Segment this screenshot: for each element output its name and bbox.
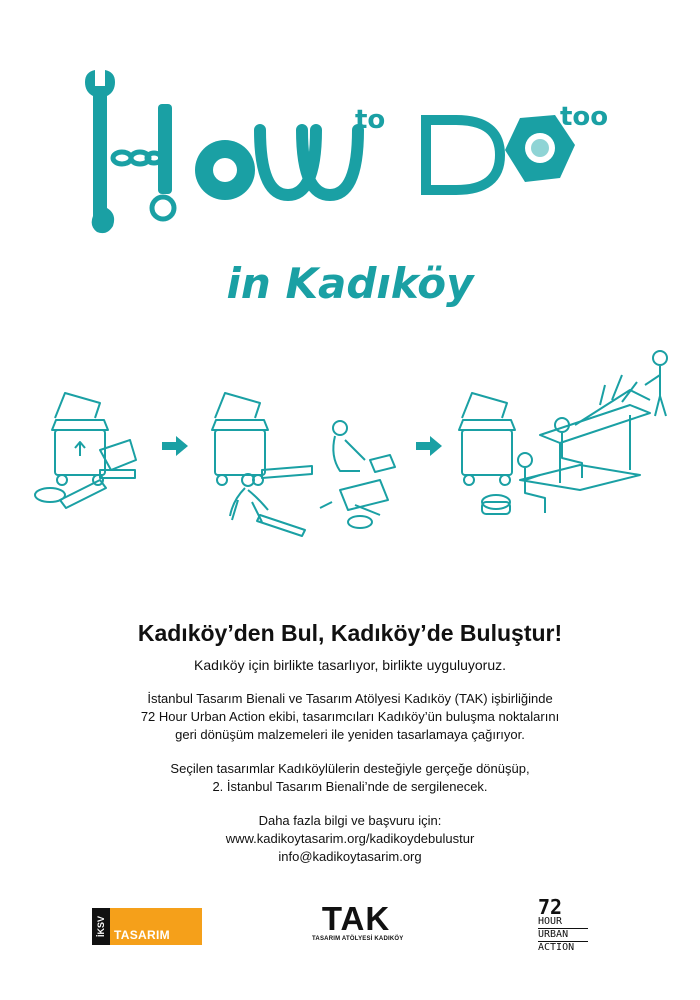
shackle-icon	[260, 130, 358, 195]
urban-word: HOUR	[538, 916, 563, 927]
tak-name: TAK	[321, 900, 391, 937]
paragraph-line: geri dönüşüm malzemeleri ile yeniden tasarlamaya çağırıyor.	[175, 727, 525, 742]
headline: Kadıköy’den Bul, Kadıköy’de Buluştur!	[137, 620, 563, 646]
arrow-right-icon	[416, 436, 442, 456]
paragraph-exhibit	[0, 760, 700, 796]
urban-word: URBAN	[538, 928, 588, 942]
tak-full-name: TASARIM ATÖLYESİ KADIKÖY	[312, 936, 404, 942]
logo-to: to	[355, 105, 386, 135]
d-ring-icon	[426, 120, 500, 190]
logo-too: too	[560, 102, 609, 132]
urban-number: 72	[538, 895, 563, 919]
recycle-bin-icon	[459, 393, 515, 485]
iksv-vertical-text: İKSV	[92, 908, 110, 945]
washer-icon	[195, 140, 255, 200]
chain-icon	[113, 152, 161, 164]
event-logo	[0, 0, 700, 320]
paragraph-line: 72 Hour Urban Action ekibi, tasarımcıları Kadıköy’ün buluşma noktalarını	[140, 709, 560, 724]
iksv-label: TASARIM	[114, 928, 170, 942]
paragraph-line: İstanbul Tasarım Bienali ve Tasarım Atölyesi Kadıköy (TAK) işbirliğinde	[147, 691, 553, 706]
paragraph-line: Seçilen tasarımlar Kadıköylülerin desteğiyle gerçeğe dönüşüp,	[170, 761, 530, 776]
wrench-icon	[85, 70, 115, 233]
worker-figure	[333, 421, 365, 471]
subheadline: Kadıköy için birlikte tasarlıyor, birlikte uyguluyoruz.	[193, 657, 507, 673]
process-illustration	[0, 330, 700, 550]
iksv-orange-block	[110, 908, 202, 945]
arrow-right-icon	[162, 436, 188, 456]
tak-logo	[312, 900, 404, 942]
paragraph-intro	[0, 690, 700, 744]
iksv-logo	[92, 908, 202, 945]
recycle-bin-icon	[212, 393, 268, 485]
worker-figure	[645, 351, 667, 416]
paragraph-line: 2. İstanbul Tasarım Bienali’nde de sergilenecek.	[212, 779, 488, 794]
paragraph-contact	[0, 812, 700, 866]
contact-label: Daha fazla bilgi ve başvuru için:	[258, 813, 442, 828]
contact-website-link[interactable]: www.kadikoytasarim.org/kadikoydebulustur	[225, 831, 475, 846]
urban-word: ACTION	[538, 942, 575, 953]
urban-action-logo	[538, 895, 588, 954]
logo-location: in Kadıköy	[226, 259, 474, 308]
contact-email-link[interactable]: info@kadikoytasarim.org	[278, 849, 422, 864]
